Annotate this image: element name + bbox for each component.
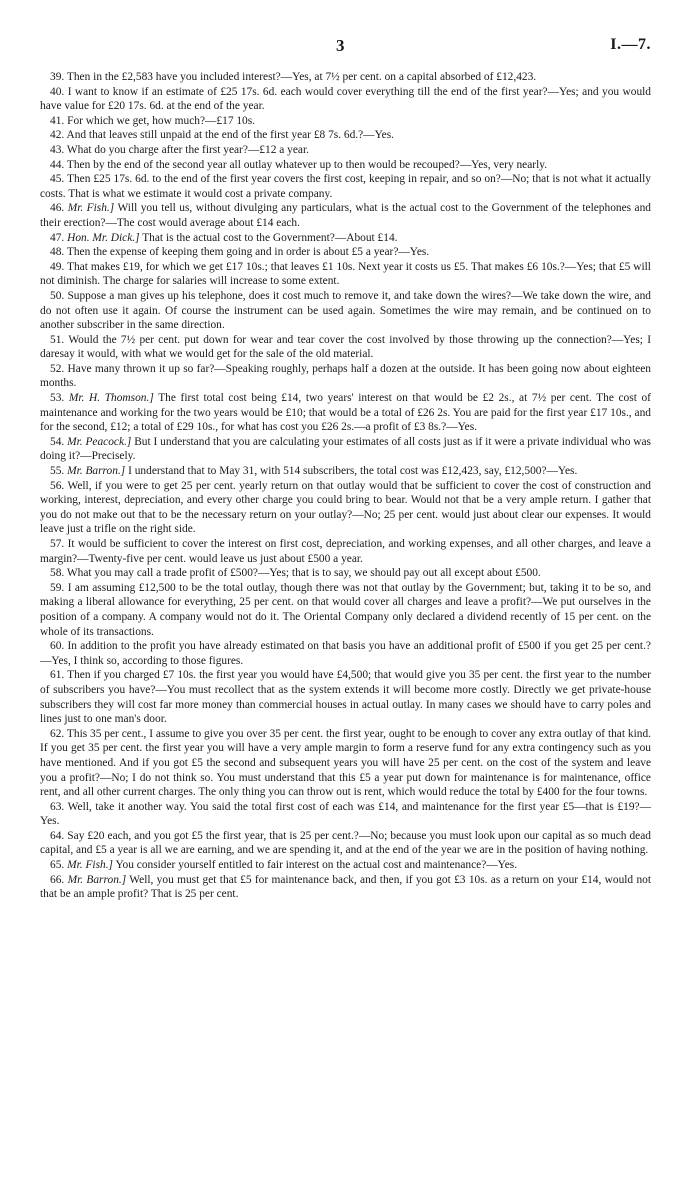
page-header xyxy=(40,36,651,70)
question-number: 47. xyxy=(50,231,65,244)
question-number: 45. xyxy=(50,173,65,186)
question-paragraph xyxy=(40,639,651,668)
question-number: 59. xyxy=(50,581,65,594)
question-text: Then £25 17s. 6d. to the end of the first year covers the first cost, keeping in repair, and so on?—No; that is not what it actually costs. That is what we estimate it would cost a private company. xyxy=(40,173,651,200)
question-number: 53. xyxy=(50,392,65,405)
question-paragraph xyxy=(40,158,651,173)
question-paragraph xyxy=(40,362,651,391)
question-text: That makes £19, for which we get £17 10s.; that leaves £1 10s. Next year it costs us £5. That makes £6 10s.?—Yes; that £5 will not diminish. The charge for salaries will increase to some extent. xyxy=(40,260,651,288)
question-paragraph xyxy=(40,668,651,726)
question-text: Have many thrown it up so far?—Speaking roughly, perhaps half a dozen at the outside. It has been going now about eighteen months. xyxy=(40,362,651,390)
speaker-name: Mr. Peacock.] xyxy=(67,435,132,448)
document-reference: I.—7. xyxy=(610,36,651,53)
question-number: 64. xyxy=(50,829,65,842)
question-paragraph xyxy=(40,245,651,260)
question-text: Say £20 each, and you got £5 the first year, that is 25 per cent.?—No; because you must look upon our capital as so much dead capital, and £5 a year is all we are earning, and we are spending it, and at the end of the year we are in the position of having nothing. xyxy=(40,829,651,857)
question-text: Then if you charged £7 10s. the first year you would have £4,500; that would give you 35 per cent. the first year to the number of subscribers you have?—You must recollect that as the system extends it will become more costly. Directly we get private-house subscribers they will cost far more money than commercial houses in actual outlay. In many cases we should have to carry poles and lines just to one man's door. xyxy=(40,669,651,726)
question-text: Well, you must get that £5 for maintenance back, and then, if you got £3 10s. as a return on your £14, would not that be an ample profit? That is 25 per cent. xyxy=(40,873,651,901)
question-paragraph xyxy=(40,201,651,230)
question-number: 54. xyxy=(50,435,65,448)
question-number: 66. xyxy=(50,873,65,886)
question-paragraph xyxy=(40,289,651,333)
question-paragraph xyxy=(40,435,651,464)
question-number: 61. xyxy=(50,669,65,682)
question-text: And that leaves still unpaid at the end of the first year £8 7s. 6d.?—Yes. xyxy=(66,129,394,142)
question-paragraph xyxy=(40,566,651,581)
question-text: This 35 per cent., I assume to give you over 35 per cent. the first year, ought to be enough to cover any extra outlay of that kind. If you get 35 per cent. the first year you will have a very ample margin to form a reserve fund for any extra contingency such as you have mentioned. And if you got £5 the second and subsequent years you will have 25 per cent. on the cost of the system and leave you a profit?—No; I do not think so. You must understand that this £5 a year put down for maintenance is for maintenance, office rent, and all other current charges. The only thing you can throw out is rent, which would reduce the total by £400 for the four towns. xyxy=(40,727,651,799)
question-number: 63. xyxy=(50,800,65,813)
question-text: Then by the end of the second year all outlay whatever up to then would be recouped?—Yes, very nearly. xyxy=(66,158,548,171)
question-text: I am assuming £12,500 to be the total outlay, though there was not that outlay by the Government; but, taking it to be so, and making a liberal allowance for everything, 25 per cent. on that would cover all charges and leave a profit?—We put ourselves in the position of a company. A company would not do it. The Oriental Company only declared a dividend recently of 15 per cent. on the whole of its transactions. xyxy=(40,581,651,638)
question-text: Then in the £2,583 have you included interest?—Yes, at 7½ per cent. on a capital absorbed of £12,423. xyxy=(66,71,537,83)
question-text: That is the actual cost to the Government?—About £14. xyxy=(142,231,398,244)
question-paragraph xyxy=(40,873,651,902)
question-text: I understand that to May 31, with 514 subscribers, the total cost was £12,423, say, £12,500?—Yes. xyxy=(128,465,578,478)
question-number: 50. xyxy=(50,289,65,302)
document-page xyxy=(40,36,651,902)
question-paragraph xyxy=(40,391,651,435)
question-number: 42. xyxy=(50,129,65,142)
question-paragraph xyxy=(40,537,651,566)
question-number: 49. xyxy=(50,260,65,273)
question-text: But I understand that you are calculating your estimates of all costs just as if it were a private individual who was doing it?—Precisely. xyxy=(40,435,651,463)
question-text: It would be sufficient to cover the interest on first cost, depreciation, and working expenses, and all other charges, and leave a margin?—Twenty-five per cent. would leave us just about £500 a year. xyxy=(40,538,651,565)
question-number: 60. xyxy=(50,640,65,653)
question-paragraph xyxy=(40,231,651,246)
question-text: In addition to the profit you have already estimated on that basis you have an additional profit of £500 if you get 25 per cent.?—Yes, I think so, according to those figures. xyxy=(40,640,651,667)
question-text: Will you tell us, without divulging any particulars, what is the actual cost to the Government of the telephones and their erection?—The cost would average about £14 each. xyxy=(40,202,651,229)
speaker-name: Mr. H. Thomson.] xyxy=(68,392,154,405)
question-text: Well, if you were to get 25 per cent. yearly return on that outlay would that be sufficient to cover the cost of construction and working, interest, depreciation, and every other charge you could bring to bear. Would not that be a very ample return. I gather that you do not make out that to be the necessary return on your outlay?—No; 25 per cent. would just about clear our expenses. It would leave just a trifle on the right side. xyxy=(40,479,651,536)
question-text: I want to know if an estimate of £25 17s. 6d. each would cover everything till the end of the first year?—Yes; and you would have value for £20 17s. 6d. at the end of the year. xyxy=(40,85,651,113)
question-text: For which we get, how much?—£17 10s. xyxy=(67,114,256,127)
page-number: 3 xyxy=(336,36,345,55)
speaker-name: Mr. Barron.] xyxy=(67,465,126,478)
question-paragraph xyxy=(40,172,651,201)
question-paragraph xyxy=(40,800,651,829)
question-paragraph xyxy=(40,829,651,858)
question-text: The first total cost being £14, two years' interest on that would be £2 2s., at 7½ per cent. The cost of maintenance and working for the two years would be £10; that would be a total of £26 2s. You are paid for the first year £17 10s., and for the second, £12; a total of £29 10s., for what has cost you £26 2s.—a profit of £3 8s.?—Yes. xyxy=(40,392,651,434)
question-text: Would the 7½ per cent. put down for wear and tear cover the cost involved by those throwing up the connection?—Yes; I daresay it would, with what we would get for the sale of the old material. xyxy=(40,333,651,361)
question-number: 48. xyxy=(50,246,65,259)
question-number: 56. xyxy=(50,479,65,492)
question-number: 46. xyxy=(50,202,65,215)
question-text: Then the expense of keeping them going and in order is about £5 a year?—Yes. xyxy=(66,246,430,259)
question-paragraph xyxy=(40,333,651,362)
question-paragraph xyxy=(40,581,651,639)
question-paragraph xyxy=(40,143,651,158)
question-number: 40. xyxy=(50,85,65,98)
speaker-name: Mr. Fish.] xyxy=(67,859,113,872)
question-text: What you may call a trade profit of £500?—Yes; that is to say, we should pay out all except about £500. xyxy=(66,567,541,580)
question-number: 57. xyxy=(50,538,65,550)
question-number: 65. xyxy=(50,859,65,872)
body-text xyxy=(40,70,651,902)
question-number: 62. xyxy=(50,727,65,740)
question-text: You consider yourself entitled to fair interest on the actual cost and maintenance?—Yes. xyxy=(115,859,518,872)
question-paragraph xyxy=(40,114,651,129)
question-number: 58. xyxy=(50,567,65,580)
question-paragraph xyxy=(40,479,651,537)
question-paragraph xyxy=(40,128,651,143)
question-number: 39. xyxy=(50,71,65,83)
question-text: What do you charge after the first year?—£12 a year. xyxy=(66,143,309,156)
speaker-name: Hon. Mr. Dick.] xyxy=(67,231,140,244)
question-paragraph xyxy=(40,464,651,479)
question-number: 55. xyxy=(50,465,65,478)
question-number: 44. xyxy=(50,158,65,171)
question-number: 52. xyxy=(50,362,65,375)
speaker-name: Mr. Barron.] xyxy=(67,873,127,886)
question-text: Suppose a man gives up his telephone, does it cost much to remove it, and take down the wires?—We take down the wire, and do not often use it again. Of course the instrument can be used again. Sometimes the wire may remain, and be continued on to another subscriber in the same direction. xyxy=(40,289,651,332)
question-text: Well, take it another way. You said the total first cost of each was £14, and maintenance for the first year £5—that is £19?—Yes. xyxy=(40,800,651,828)
speaker-name: Mr. Fish.] xyxy=(67,202,115,215)
question-paragraph xyxy=(40,85,651,114)
question-paragraph xyxy=(40,260,651,289)
question-paragraph xyxy=(40,70,651,85)
question-number: 41. xyxy=(50,114,65,127)
question-number: 51. xyxy=(50,333,65,346)
question-paragraph xyxy=(40,727,651,800)
question-number: 43. xyxy=(50,143,65,156)
question-paragraph xyxy=(40,858,651,873)
